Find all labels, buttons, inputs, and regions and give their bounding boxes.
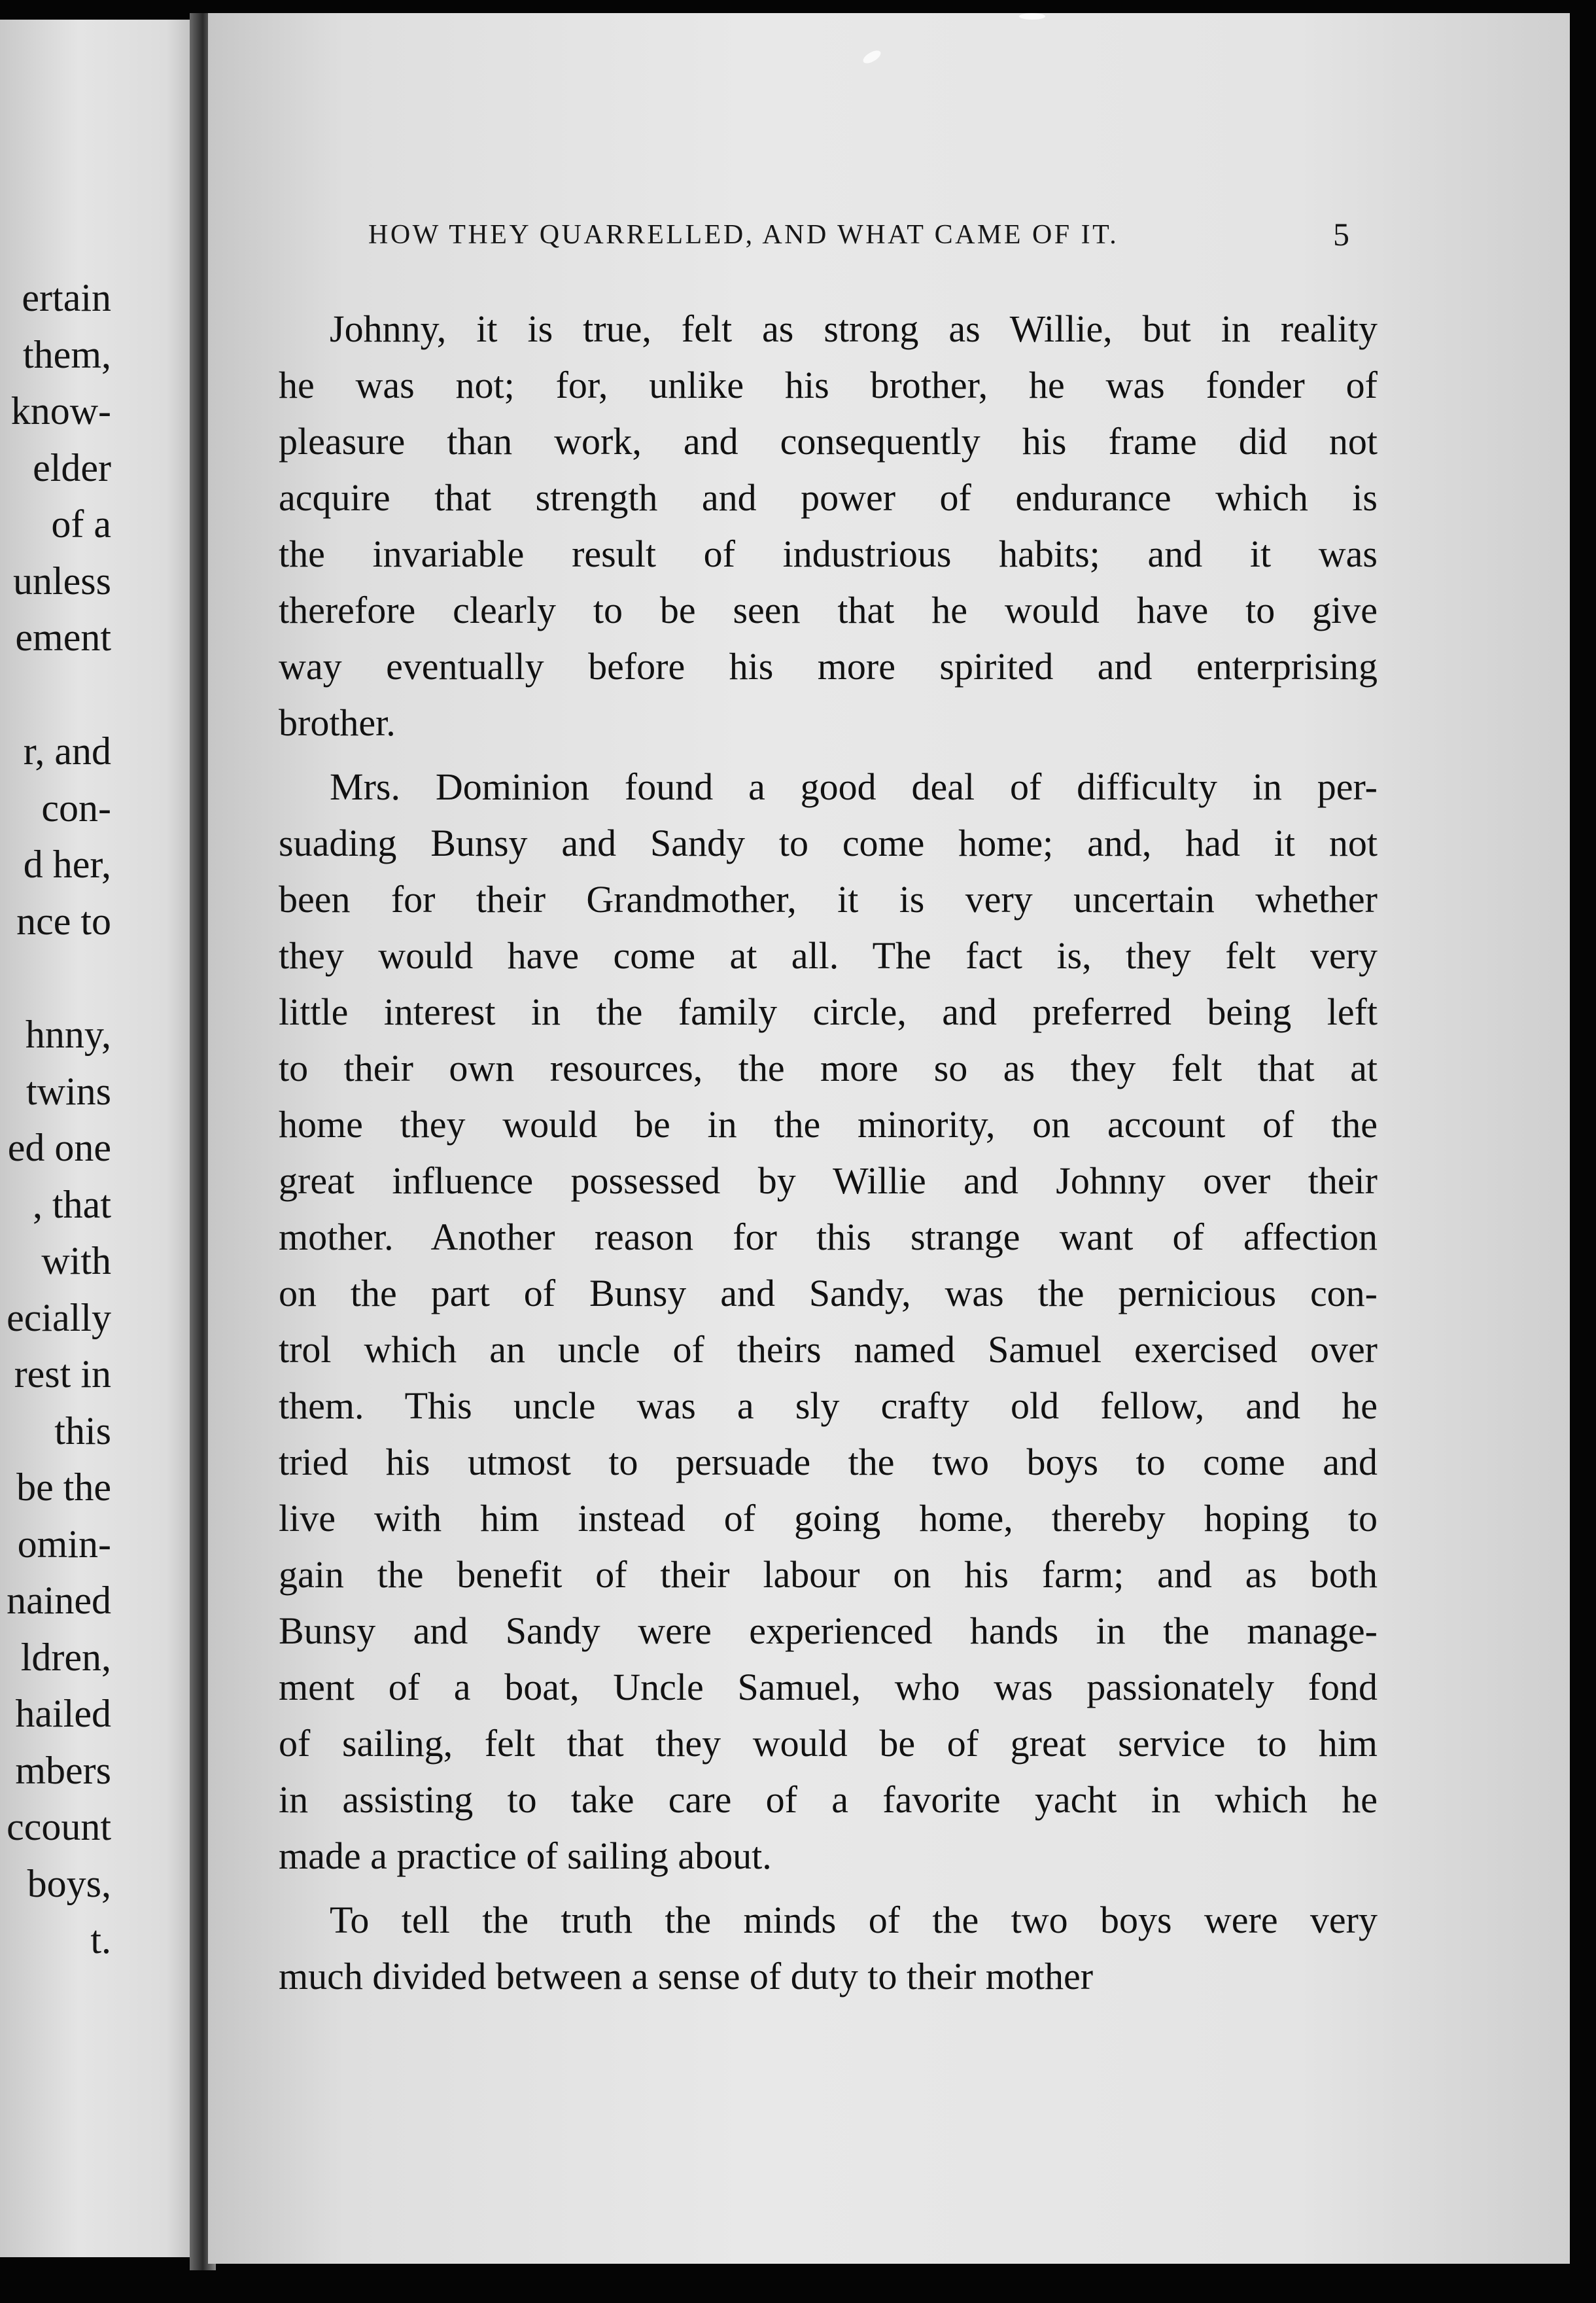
text-line: Mrs. Dominion found a good deal of difficulty in per- [330,765,1378,808]
left-page-fragment: rest in [14,1352,111,1396]
paragraph [279,759,1378,1884]
paper-speck [861,48,883,65]
left-page-fragment: con- [41,786,111,830]
left-page-fragment: t. [90,1918,111,1961]
left-page-fragment: them, [23,333,111,376]
left-page-fragment: this [54,1409,111,1452]
left-page-fragment: ccount [7,1805,111,1848]
left-page-fragment: nce to [16,900,111,943]
text-line: suading Bunsy and Sandy to come home; and, had it not [279,822,1378,864]
text-line: To tell the truth the minds of the two boys were very [330,1899,1378,1941]
left-page-fragment: omin- [17,1522,111,1566]
text-line: the invariable result of industrious habits; and it was [279,533,1378,575]
page-header [208,216,1570,265]
page-number: 5 [1333,216,1349,253]
text-line: to their own resources, the more so as they felt that at [279,1047,1378,1089]
text-line: on the part of Bunsy and Sandy, was the pernicious con- [279,1272,1378,1314]
right-page [208,13,1570,2264]
text-line: been for their Grandmother, it is very uncertain whether [279,878,1378,921]
left-page-fragment: elder [33,446,111,489]
left-page-fragment: ertain [22,276,111,319]
text-line: therefore clearly to be seen that he would have to give [279,589,1378,631]
text-line: tried his utmost to persuade the two boys to come and [279,1441,1378,1483]
text-line: in assisting to take care of a favorite yacht in which he [279,1778,1378,1821]
text-line: great influence possessed by Willie and Johnny over their [279,1159,1378,1202]
left-page-fragment: nained [7,1579,111,1622]
left-page-fragment: ldren, [20,1636,111,1679]
left-page-fragment: ed one [7,1126,111,1169]
text-line: Bunsy and Sandy were experienced hands in the manage- [279,1609,1378,1652]
text-line: made a practice of sailing about. [279,1835,772,1877]
text-line: Johnny, it is true, felt as strong as Willie, but in reality [330,308,1378,350]
left-page-fragment: unless [13,559,111,603]
left-page-fragment: hnny, [25,1013,111,1056]
text-line: he was not; for, unlike his brother, he was fonder of [279,364,1378,406]
body-text [279,301,1378,2013]
left-page-fragment: boys, [27,1862,111,1905]
text-line: home they would be in the minority, on account of the [279,1103,1378,1146]
text-line: brother. [279,701,396,744]
left-page-fragment: , that [33,1183,111,1226]
text-line: gain the benefit of their labour on his farm; and as both [279,1553,1378,1596]
text-line: live with him instead of going home, thereby hoping to [279,1497,1378,1539]
paper-speck [1019,13,1045,20]
left-page-edge [0,20,196,2257]
text-line: much divided between a sense of duty to their mother [279,1955,1094,1997]
left-page-fragment: ement [15,616,111,659]
left-page-fragment: know- [10,389,111,432]
left-page-fragment: twins [26,1070,111,1113]
text-line: mother. Another reason for this strange want of affection [279,1216,1378,1258]
left-page-fragment: of a [51,502,111,546]
left-page-fragment: mbers [15,1749,111,1792]
text-line: ment of a boat, Uncle Samuel, who was passionately fond [279,1666,1378,1708]
left-page-fragment: d her, [23,843,111,886]
text-line: pleasure than work, and consequently his frame did not [279,420,1378,463]
text-line: acquire that strength and power of endurance which is [279,476,1378,519]
paragraph [279,1892,1378,2005]
text-line: of sailing, felt that they would be of great service to him [279,1722,1378,1765]
left-page-fragment: with [41,1239,111,1282]
text-line: way eventually before his more spirited and enterprising [279,645,1378,688]
text-line: them. This uncle was a sly crafty old fellow, and he [279,1384,1378,1427]
left-page-fragment: ecially [7,1296,111,1339]
left-page-fragment: be the [16,1466,111,1509]
left-page-fragment: hailed [15,1692,111,1735]
text-line: trol which an uncle of theirs named Samuel exercised over [279,1328,1378,1371]
text-line: they would have come at all. The fact is, they felt very [279,934,1378,977]
paragraph [279,301,1378,751]
text-line: little interest in the family circle, and preferred being left [279,991,1378,1033]
running-head: HOW THEY QUARRELLED, AND WHAT CAME OF IT. [368,220,1119,250]
left-page-fragment: r, and [23,730,111,773]
